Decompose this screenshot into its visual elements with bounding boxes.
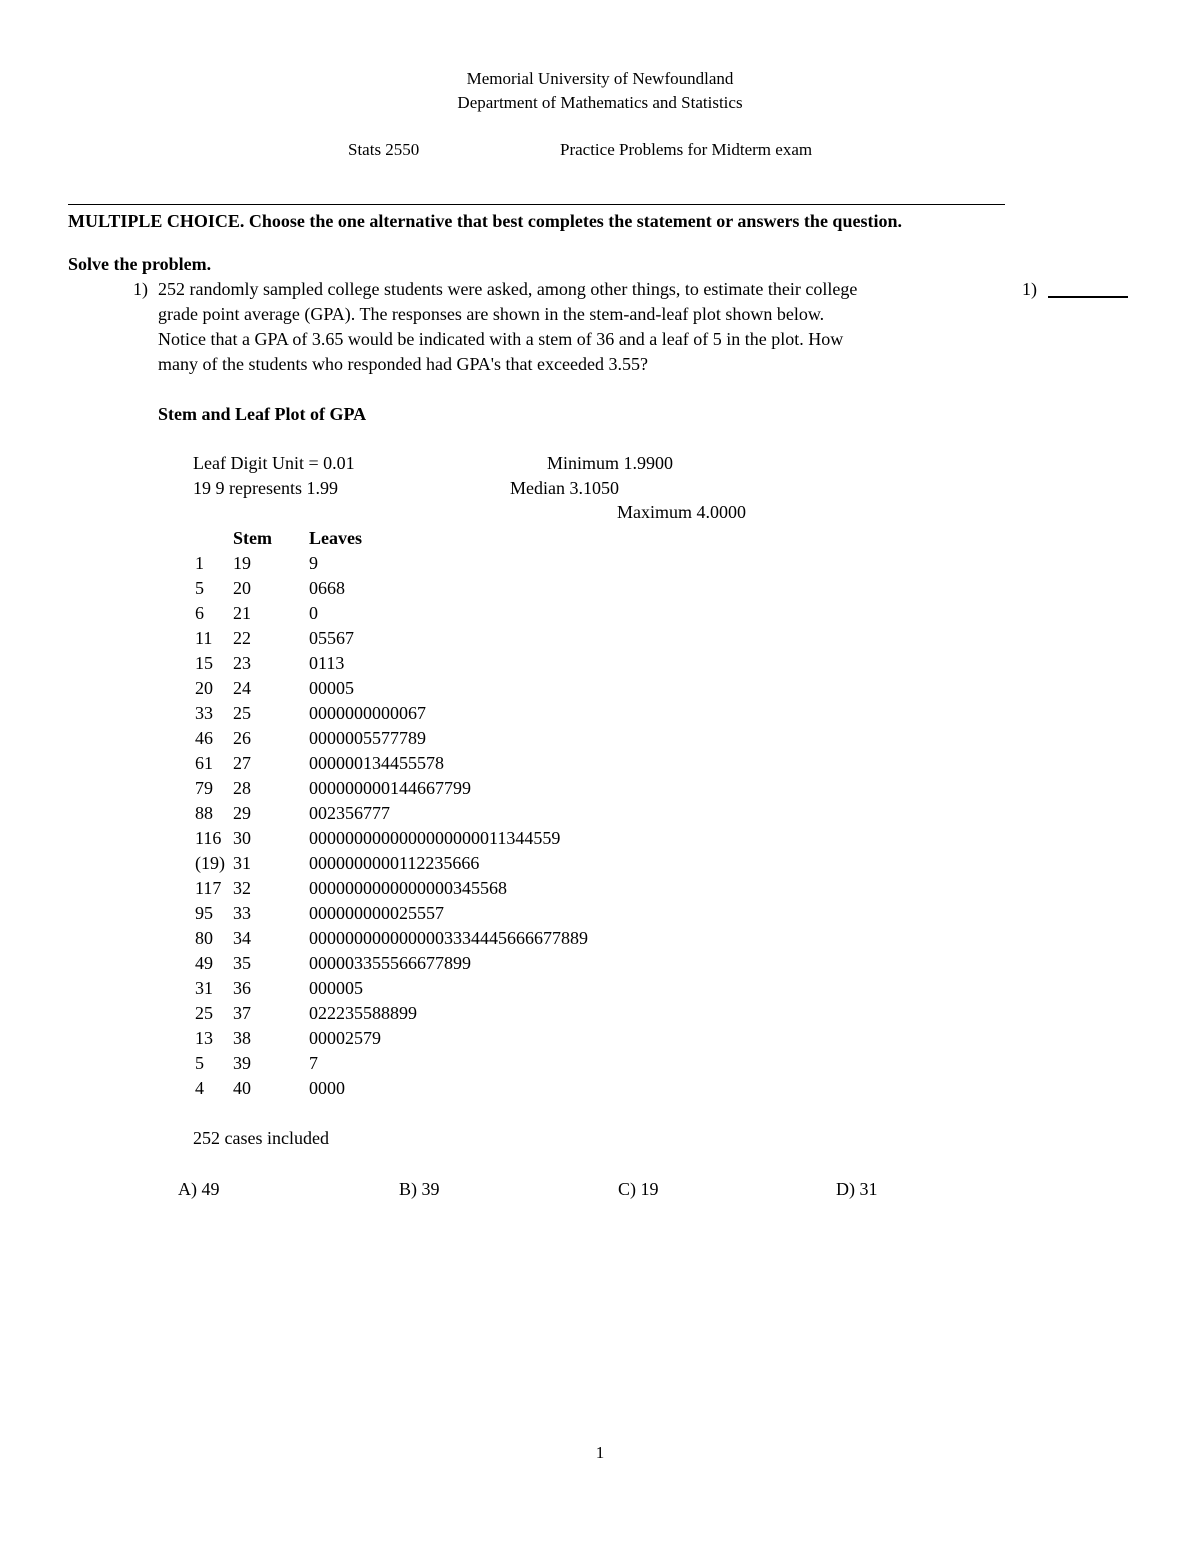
median-value: Median 3.1050 bbox=[510, 478, 619, 498]
row-depth: 6 bbox=[195, 603, 204, 623]
row-leaves: 0 bbox=[309, 603, 318, 623]
department-name: Department of Mathematics and Statistics bbox=[457, 93, 743, 112]
row-depth: 11 bbox=[195, 628, 213, 648]
row-depth: 79 bbox=[195, 778, 213, 798]
row-depth: 117 bbox=[195, 878, 222, 898]
row-depth: 95 bbox=[195, 903, 213, 923]
row-stem: 33 bbox=[233, 903, 251, 923]
university-name: Memorial University of Newfoundland bbox=[466, 69, 734, 88]
row-leaves: 000000000025557 bbox=[309, 903, 444, 923]
row-leaves: 0000000000112235666 bbox=[309, 853, 480, 873]
row-depth: 13 bbox=[195, 1028, 213, 1048]
choice-d: D) 31 bbox=[836, 1179, 878, 1199]
row-depth: 46 bbox=[195, 728, 213, 748]
row-depth: 25 bbox=[195, 1003, 213, 1023]
row-stem: 27 bbox=[233, 753, 251, 773]
multiple-choice-instructions: MULTIPLE CHOICE. Choose the one alternative that best completes the statement or answers the question. bbox=[68, 211, 902, 231]
row-stem: 38 bbox=[233, 1028, 251, 1048]
page-number: 1 bbox=[595, 1443, 605, 1462]
row-leaves: 000003355566677899 bbox=[309, 953, 471, 973]
answer-label: 1) bbox=[1022, 279, 1037, 299]
question-line: many of the students who responded had GPA's that exceeded 3.55? bbox=[158, 354, 648, 374]
row-stem: 24 bbox=[233, 678, 251, 698]
choice-a: A) 49 bbox=[178, 1179, 220, 1199]
row-leaves: 000000000144667799 bbox=[309, 778, 471, 798]
row-depth: 1 bbox=[195, 553, 204, 573]
row-leaves: 002356777 bbox=[309, 803, 390, 823]
cases-count: 252 cases included bbox=[193, 1128, 329, 1148]
question-line: Notice that a GPA of 3.65 would be indicated with a stem of 36 and a leaf of 5 in the plot. How bbox=[158, 329, 844, 349]
row-stem: 34 bbox=[233, 928, 251, 948]
question-line: grade point average (GPA). The responses are shown in the stem-and-leaf plot shown below. bbox=[158, 304, 825, 324]
row-depth: 31 bbox=[195, 978, 213, 998]
leaf-example: 19 9 represents 1.99 bbox=[193, 478, 338, 498]
row-leaves: 7 bbox=[309, 1053, 318, 1073]
choice-c: C) 19 bbox=[618, 1179, 659, 1199]
answer-blank[interactable] bbox=[1048, 296, 1128, 298]
row-leaves: 0000000000000003334445666677889 bbox=[309, 928, 588, 948]
row-leaves: 0113 bbox=[309, 653, 345, 673]
row-stem: 19 bbox=[233, 553, 251, 573]
leaves-column-header: Leaves bbox=[309, 528, 362, 548]
question-line: 252 randomly sampled college students were asked, among other things, to estimate their college bbox=[158, 279, 858, 299]
exam-title: Practice Problems for Midterm exam bbox=[560, 140, 813, 159]
row-leaves: 9 bbox=[309, 553, 318, 573]
header-divider bbox=[68, 204, 1005, 205]
row-depth: 5 bbox=[195, 578, 204, 598]
row-depth: 61 bbox=[195, 753, 213, 773]
row-leaves: 0000000000067 bbox=[309, 703, 426, 723]
row-stem: 23 bbox=[233, 653, 251, 673]
row-stem: 22 bbox=[233, 628, 251, 648]
row-stem: 36 bbox=[233, 978, 251, 998]
row-depth: 4 bbox=[195, 1078, 204, 1098]
row-stem: 21 bbox=[233, 603, 251, 623]
row-stem: 39 bbox=[233, 1053, 251, 1073]
minimum-value: Minimum 1.9900 bbox=[547, 453, 674, 473]
row-leaves: 0000000000000000345568 bbox=[309, 878, 507, 898]
plot-title: Stem and Leaf Plot of GPA bbox=[158, 404, 367, 424]
row-stem: 35 bbox=[233, 953, 251, 973]
row-depth: 116 bbox=[195, 828, 222, 848]
row-stem: 31 bbox=[233, 853, 251, 873]
row-leaves: 00002579 bbox=[309, 1028, 381, 1048]
row-leaves: 05567 bbox=[309, 628, 354, 648]
row-leaves: 022235588899 bbox=[309, 1003, 417, 1023]
row-stem: 37 bbox=[233, 1003, 251, 1023]
row-leaves: 000000134455578 bbox=[309, 753, 444, 773]
row-leaves: 00005 bbox=[309, 678, 354, 698]
row-stem: 29 bbox=[233, 803, 251, 823]
row-stem: 25 bbox=[233, 703, 251, 723]
row-stem: 40 bbox=[233, 1078, 251, 1098]
choice-b: B) 39 bbox=[399, 1179, 440, 1199]
row-stem: 32 bbox=[233, 878, 251, 898]
section-heading: Solve the problem. bbox=[68, 254, 212, 274]
row-stem: 26 bbox=[233, 728, 251, 748]
row-depth: 15 bbox=[195, 653, 213, 673]
row-leaves: 000005 bbox=[309, 978, 363, 998]
row-depth: 49 bbox=[195, 953, 213, 973]
row-leaves: 0000005577789 bbox=[309, 728, 426, 748]
row-depth: 5 bbox=[195, 1053, 204, 1073]
course-code: Stats 2550 bbox=[348, 140, 420, 159]
row-leaves: 0668 bbox=[309, 578, 345, 598]
row-depth: 33 bbox=[195, 703, 213, 723]
row-stem: 30 bbox=[233, 828, 251, 848]
row-depth: 20 bbox=[195, 678, 213, 698]
row-stem: 20 bbox=[233, 578, 251, 598]
maximum-value: Maximum 4.0000 bbox=[617, 502, 746, 522]
row-stem: 28 bbox=[233, 778, 251, 798]
row-leaves: 0000 bbox=[309, 1078, 345, 1098]
question-number: 1) bbox=[133, 279, 148, 299]
row-depth: 80 bbox=[195, 928, 213, 948]
stem-column-header: Stem bbox=[233, 528, 272, 548]
row-leaves: 0000000000000000000011344559 bbox=[309, 828, 561, 848]
row-depth: 88 bbox=[195, 803, 213, 823]
row-depth: (19) bbox=[195, 853, 225, 873]
leaf-unit: Leaf Digit Unit = 0.01 bbox=[193, 453, 355, 473]
